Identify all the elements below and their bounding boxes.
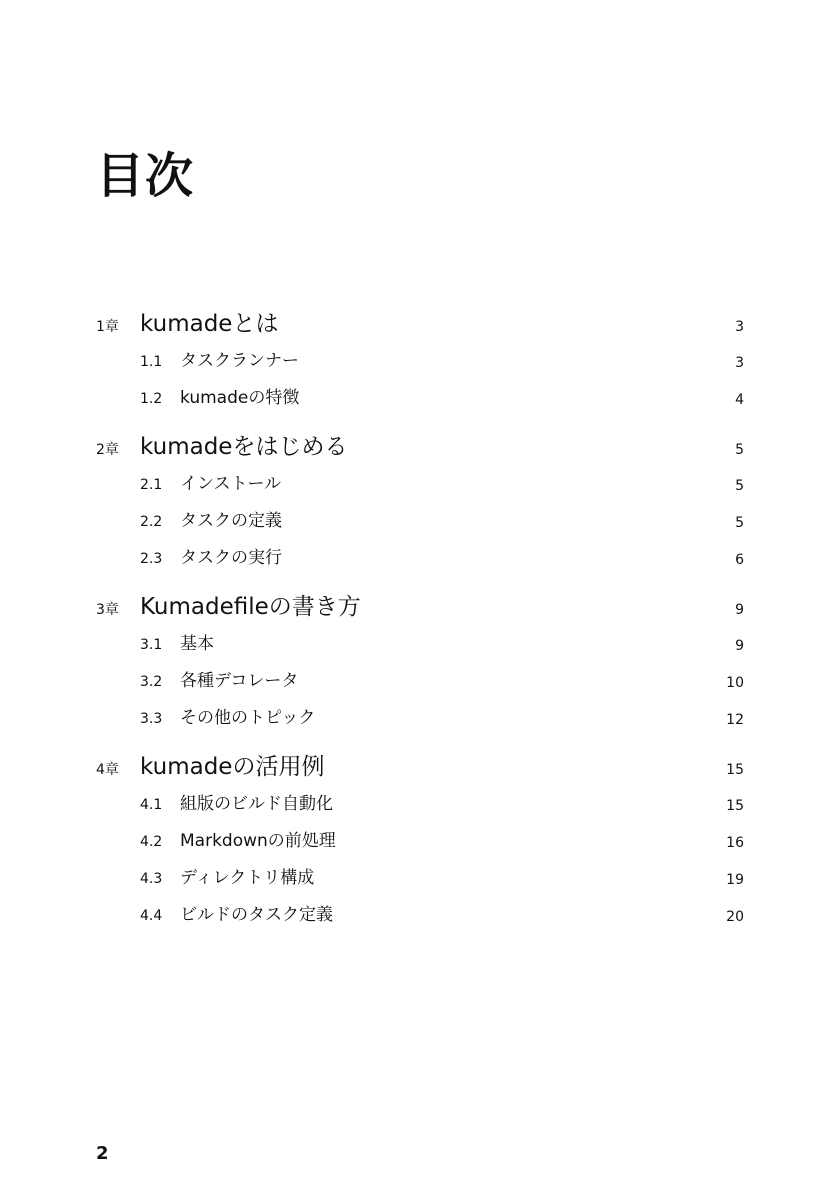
- chapter-page-number: 15: [726, 762, 744, 778]
- section-number: 2.3: [140, 551, 163, 567]
- section-number: 4.2: [140, 834, 163, 850]
- section-page-number: 20: [726, 909, 744, 925]
- toc-section-entry[interactable]: [96, 627, 744, 664]
- toc-section-entry[interactable]: [96, 504, 744, 541]
- chapter-number: 2章: [96, 442, 119, 458]
- section-page-number: 10: [726, 675, 744, 691]
- chapter-page-number: 3: [735, 319, 744, 335]
- toc-chapter-2: [96, 431, 744, 578]
- section-title: タスクの実行: [180, 548, 282, 568]
- section-page-number: 4: [735, 392, 744, 408]
- section-number: 4.4: [140, 908, 163, 924]
- section-title: タスクランナー: [180, 351, 299, 371]
- toc-section-entry[interactable]: [96, 664, 744, 701]
- toc-chapter-1: [96, 308, 744, 418]
- section-number: 1.1: [140, 354, 163, 370]
- section-page-number: 16: [726, 835, 744, 851]
- toc-section-entry[interactable]: [96, 467, 744, 504]
- toc-chapter-entry[interactable]: [96, 431, 744, 467]
- toc-chapter-entry[interactable]: [96, 308, 744, 344]
- section-number: 3.3: [140, 711, 163, 727]
- chapter-title: kumadeをはじめる: [140, 434, 348, 460]
- section-title: 基本: [180, 634, 214, 654]
- section-page-number: 19: [726, 872, 744, 888]
- chapter-number: 3章: [96, 602, 119, 618]
- section-title: タスクの定義: [180, 511, 282, 531]
- section-page-number: 5: [735, 478, 744, 494]
- page-number: 2: [96, 1143, 109, 1164]
- chapter-page-number: 5: [735, 442, 744, 458]
- section-page-number: 15: [726, 798, 744, 814]
- toc-section-entry[interactable]: [96, 861, 744, 898]
- page-title: 目次: [96, 148, 195, 204]
- chapter-title: kumadeの活用例: [140, 754, 325, 780]
- section-page-number: 12: [726, 712, 744, 728]
- section-number: 4.3: [140, 871, 163, 887]
- table-of-contents: [96, 308, 744, 948]
- toc-section-entry[interactable]: [96, 787, 744, 824]
- chapter-number: 1章: [96, 319, 119, 335]
- section-page-number: 6: [735, 552, 744, 568]
- section-title: その他のトピック: [180, 708, 316, 728]
- section-page-number: 9: [735, 638, 744, 654]
- section-title: ディレクトリ構成: [180, 868, 315, 888]
- toc-section-entry[interactable]: [96, 824, 744, 861]
- toc-section-entry[interactable]: [96, 541, 744, 578]
- section-number: 3.2: [140, 674, 163, 690]
- toc-chapter-entry[interactable]: [96, 751, 744, 787]
- chapter-title: Kumadefileの書き方: [140, 594, 361, 620]
- section-title: インストール: [180, 474, 282, 494]
- section-title: kumadeの特徴: [180, 388, 300, 408]
- chapter-page-number: 9: [735, 602, 744, 618]
- toc-chapter-3: [96, 591, 744, 738]
- section-number: 2.1: [140, 477, 163, 493]
- section-number: 1.2: [140, 391, 163, 407]
- toc-section-entry[interactable]: [96, 898, 744, 935]
- chapter-title: kumadeとは: [140, 311, 279, 337]
- chapter-number: 4章: [96, 762, 119, 778]
- section-title: ビルドのタスク定義: [180, 905, 333, 925]
- section-number: 2.2: [140, 514, 163, 530]
- section-number: 3.1: [140, 637, 163, 653]
- toc-chapter-4: [96, 751, 744, 935]
- section-number: 4.1: [140, 797, 163, 813]
- section-title: 各種デコレータ: [180, 671, 299, 691]
- section-page-number: 3: [735, 355, 744, 371]
- section-title: Markdownの前処理: [180, 831, 336, 851]
- section-title: 組版のビルド自動化: [180, 794, 333, 814]
- toc-section-entry[interactable]: [96, 381, 744, 418]
- toc-chapter-entry[interactable]: [96, 591, 744, 627]
- toc-section-entry[interactable]: [96, 344, 744, 381]
- section-page-number: 5: [735, 515, 744, 531]
- toc-section-entry[interactable]: [96, 701, 744, 738]
